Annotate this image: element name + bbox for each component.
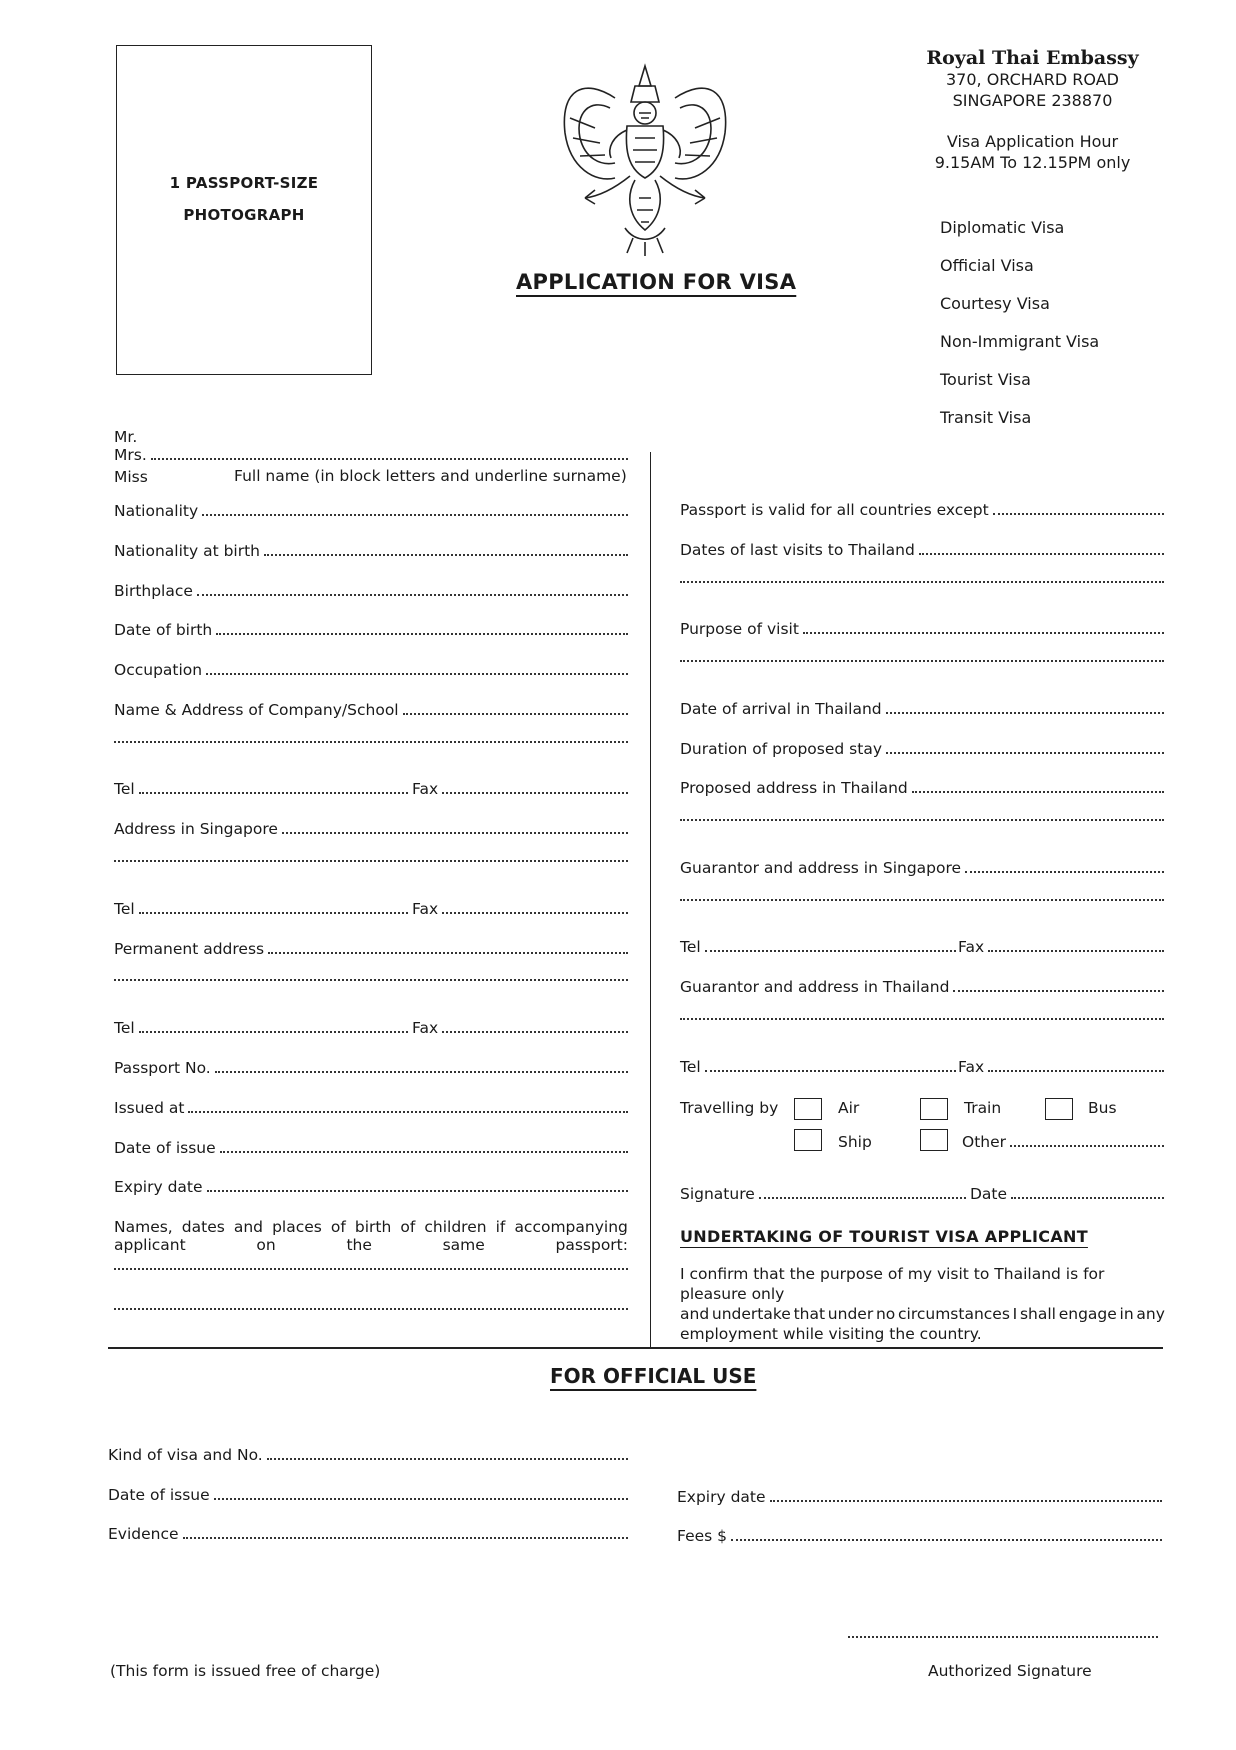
photo-box (116, 45, 372, 375)
last-visits-line2[interactable] (680, 581, 1164, 587)
date-of-birth-field[interactable]: Date of birth (114, 621, 628, 639)
visa-type-courtesy[interactable]: Courtesy Visa (940, 294, 1050, 313)
purpose-field[interactable]: Purpose of visit (680, 620, 1164, 638)
undertaking-line3: employment while visiting the country. (680, 1325, 982, 1343)
form-title: APPLICATION FOR VISA (516, 270, 797, 294)
undertaking-line1: I confirm that the purpose of my visit to Thailand is for pleasure only (680, 1265, 1105, 1303)
guarantor-sg-tel-field[interactable]: Tel (680, 938, 956, 956)
purpose-line2[interactable] (680, 660, 1164, 666)
title-mrs[interactable]: Mrs. (114, 446, 147, 464)
garuda-emblem-icon (555, 58, 735, 258)
visa-type-list (940, 218, 1099, 446)
undertaking-title: UNDERTAKING OF TOURIST VISA APPLICANT (680, 1227, 1088, 1246)
authorized-signature-line[interactable] (848, 1636, 1158, 1642)
date-of-issue-field[interactable]: Date of issue (114, 1139, 628, 1157)
singapore-tel-field[interactable]: Tel (114, 900, 408, 918)
proposed-address-line2[interactable] (680, 819, 1164, 825)
guarantor-th-tel-field[interactable]: Tel (680, 1058, 956, 1076)
evidence-field[interactable]: Evidence (108, 1525, 628, 1543)
official-section-divider (108, 1347, 1163, 1349)
embassy-name: Royal Thai Embassy (926, 47, 1139, 69)
nationality-field[interactable]: Nationality (114, 502, 628, 520)
official-use-title: FOR OFFICIAL USE (550, 1364, 757, 1388)
birthplace-field[interactable]: Birthplace (114, 582, 628, 600)
singapore-fax-field[interactable]: Fax (412, 900, 628, 918)
embassy-info (900, 48, 1165, 173)
guarantor-sg-fax-field[interactable]: Fax (958, 938, 1164, 956)
travelling-by-label: Travelling by (680, 1099, 779, 1117)
official-expiry-date-field[interactable]: Expiry date (677, 1488, 1162, 1506)
ship-checkbox[interactable] (794, 1129, 822, 1151)
ship-label: Ship (838, 1133, 872, 1151)
permanent-address-field[interactable]: Permanent address (114, 940, 628, 958)
company-address-field[interactable]: Name & Address of Company/School (114, 701, 628, 719)
kind-of-visa-field[interactable]: Kind of visa and No. (108, 1446, 628, 1464)
company-address-line2[interactable] (114, 741, 628, 747)
children-line2[interactable] (114, 1308, 628, 1314)
photo-label-line1: 1 PASSPORT-SIZE (169, 174, 319, 192)
full-name-caption: Full name (in block letters and underline surname) (234, 467, 627, 485)
visa-hours: 9.15AM To 12.15PM only (934, 153, 1131, 172)
visa-type-official[interactable]: Official Visa (940, 256, 1034, 275)
expiry-date-field[interactable]: Expiry date (114, 1178, 628, 1196)
embassy-address-line2: SINGAPORE 238870 (952, 91, 1113, 110)
embassy-address-line1: 370, ORCHARD ROAD (946, 70, 1119, 89)
air-checkbox[interactable] (794, 1098, 822, 1120)
guarantor-thailand-line2[interactable] (680, 1018, 1164, 1024)
air-label: Air (838, 1099, 860, 1117)
undertaking-line2: and undertake that under no circumstances I shall engage in any (680, 1305, 1165, 1323)
visa-hours-label: Visa Application Hour (946, 132, 1119, 151)
signature-field[interactable]: Signature (680, 1185, 966, 1203)
address-singapore-line2[interactable] (114, 860, 628, 866)
duration-field[interactable]: Duration of proposed stay (680, 740, 1164, 758)
visa-type-non-immigrant[interactable]: Non-Immigrant Visa (940, 332, 1100, 351)
permanent-tel-field[interactable]: Tel (114, 1019, 408, 1037)
nationality-at-birth-field[interactable]: Nationality at birth (114, 542, 628, 560)
train-label: Train (964, 1099, 1002, 1117)
official-date-issue-field[interactable]: Date of issue (108, 1486, 628, 1504)
guarantor-th-fax-field[interactable]: Fax (958, 1058, 1164, 1076)
signature-date-field[interactable]: Date (970, 1185, 1164, 1203)
children-line1[interactable] (114, 1268, 628, 1274)
title-mr[interactable]: Mr. (114, 428, 138, 446)
passport-valid-field[interactable]: Passport is valid for all countries except (680, 501, 1164, 519)
proposed-address-field[interactable]: Proposed address in Thailand (680, 779, 1164, 797)
last-visits-field[interactable]: Dates of last visits to Thailand (680, 541, 1164, 559)
issued-at-field[interactable]: Issued at (114, 1099, 628, 1117)
authorized-signature-label: Authorized Signature (928, 1662, 1092, 1680)
company-fax-field[interactable]: Fax (412, 780, 628, 798)
undertaking-text (680, 1264, 1165, 1344)
full-name-field[interactable] (114, 446, 628, 464)
guarantor-thailand-field[interactable]: Guarantor and address in Thailand (680, 978, 1164, 996)
visa-type-tourist[interactable]: Tourist Visa (940, 370, 1031, 389)
guarantor-singapore-line2[interactable] (680, 899, 1164, 905)
permanent-address-line2[interactable] (114, 979, 628, 985)
children-label-line2: applicant on the same passport: (114, 1236, 628, 1254)
fees-field[interactable]: Fees $ (677, 1527, 1162, 1545)
other-transport-field[interactable]: Other (962, 1133, 1164, 1151)
bus-label: Bus (1088, 1099, 1117, 1117)
visa-type-transit[interactable]: Transit Visa (940, 408, 1032, 427)
visa-type-diplomatic[interactable]: Diplomatic Visa (940, 218, 1065, 237)
arrival-date-field[interactable]: Date of arrival in Thailand (680, 700, 1164, 718)
title-miss[interactable]: Miss (114, 468, 148, 486)
bus-checkbox[interactable] (1045, 1098, 1073, 1120)
guarantor-singapore-field[interactable]: Guarantor and address in Singapore (680, 859, 1164, 877)
children-label-line1: Names, dates and places of birth of children if accompanying (114, 1218, 628, 1236)
free-of-charge-note: (This form is issued free of charge) (110, 1662, 381, 1680)
other-checkbox[interactable] (920, 1129, 948, 1151)
occupation-field[interactable]: Occupation (114, 661, 628, 679)
company-tel-field[interactable]: Tel (114, 780, 408, 798)
permanent-fax-field[interactable]: Fax (412, 1019, 628, 1037)
passport-no-field[interactable]: Passport No. (114, 1059, 628, 1077)
column-divider (650, 452, 651, 1347)
train-checkbox[interactable] (920, 1098, 948, 1120)
address-singapore-field[interactable]: Address in Singapore (114, 820, 628, 838)
photo-label-line2: PHOTOGRAPH (183, 206, 305, 224)
